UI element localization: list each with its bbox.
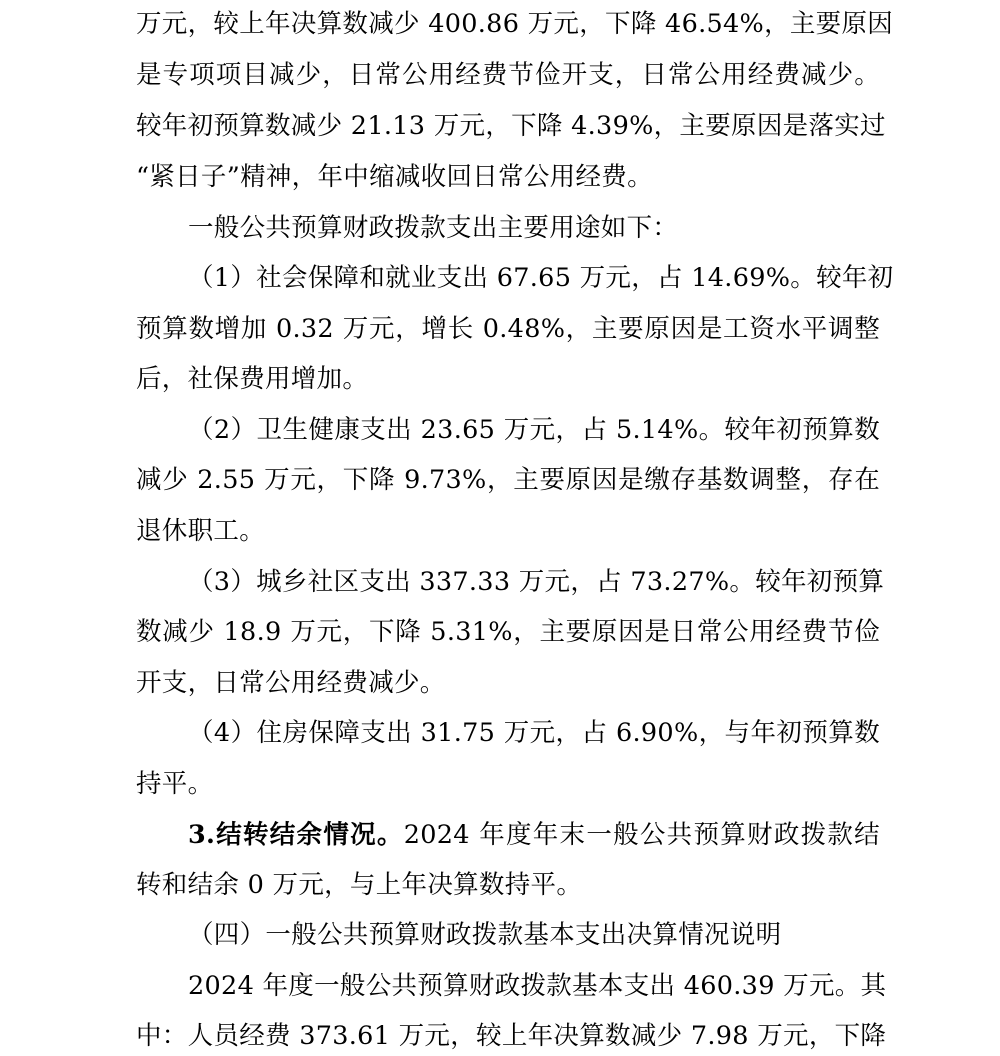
text-line: 数减少 18.9 万元，下降 5.31%，主要原因是日常公用经费节俭 [136,617,880,647]
section-heading: （四）一般公共预算财政拨款基本支出决算情况说明 [188,920,782,950]
text-line: 退休职工。 [136,516,266,546]
list-item-heading: （1）社会保障和就业支出 67.65 万元，占 14.69%。较年初 [188,263,894,293]
section-heading: 3.结转结余情况。 [188,820,404,850]
text-line: 转和结余 0 万元，与上年决算数持平。 [136,870,583,900]
text-line: 持平。 [136,769,214,799]
text-line: 较年初预算数减少 21.13 万元，下降 4.39%，主要原因是落实过 [136,111,886,141]
text-line: 万元，较上年决算数减少 400.86 万元，下降 46.54%，主要原因 [136,9,894,39]
text-line: 2024 年度一般公共预算财政拨款基本支出 460.39 万元。其 [188,971,887,1001]
list-item-heading: （2）卫生健康支出 23.65 万元，占 5.14%。较年初预算数 [188,415,880,445]
list-item-heading: （4）住房保障支出 31.75 万元，占 6.90%，与年初预算数 [188,718,880,748]
text-line: 2024 年度年末一般公共预算财政拨款结 [403,820,880,850]
text-line: 后，社保费用增加。 [136,364,369,394]
text-line: 中：人员经费 373.61 万元，较上年决算数减少 7.98 万元，下降 [136,1021,887,1051]
text-line: “紧日子”精神，年中缩减收回日常公用经费。 [136,162,653,192]
text-line: 开支，日常公用经费减少。 [136,668,446,698]
text-line: 预算数增加 0.32 万元，增长 0.48%，主要原因是工资水平调整 [136,314,880,344]
list-item-heading: （3）城乡社区支出 337.33 万元，占 73.27%。较年初预算 [188,567,885,597]
text-line: 减少 2.55 万元，下降 9.73%，主要原因是缴存基数调整，存在 [136,465,880,495]
text-line: 是专项项目减少，日常公用经费节俭开支，日常公用经费减少。 [136,60,880,90]
section-line [188,820,880,850]
text-line: 一般公共预算财政拨款支出主要用途如下： [188,213,679,243]
